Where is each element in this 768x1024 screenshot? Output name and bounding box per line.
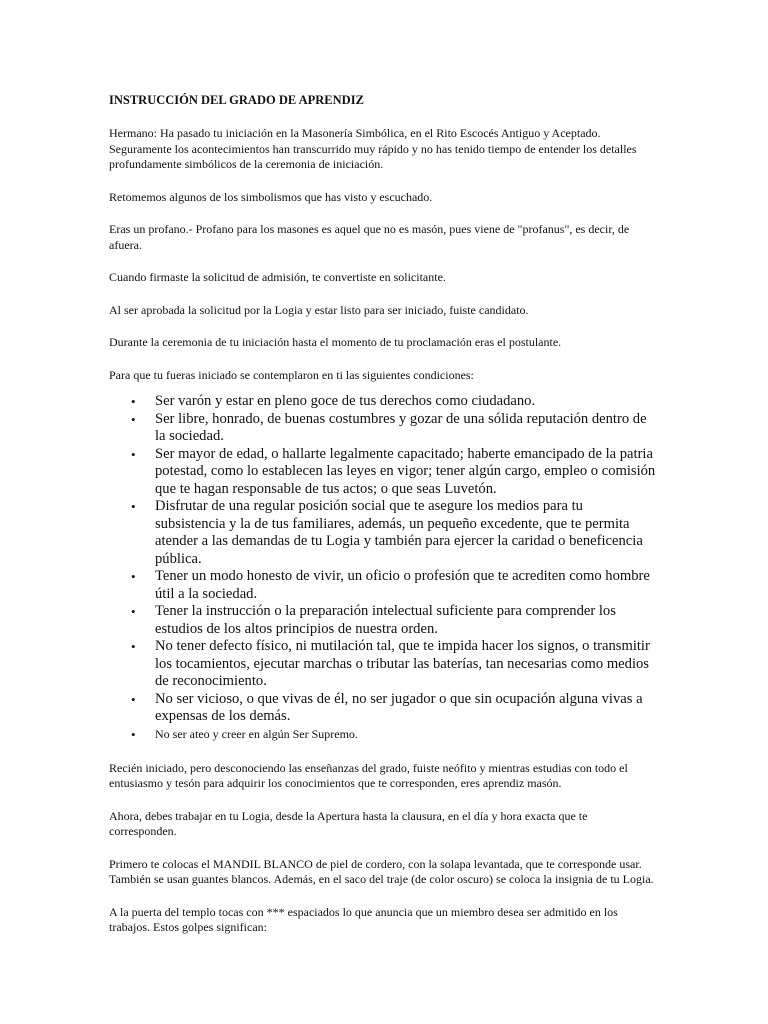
bullet-icon: • [131, 569, 136, 584]
paragraph-applicant: Cuando firmaste la solicitud de admisión, te convertiste en solicitante. [109, 270, 446, 284]
list-item [131, 638, 657, 691]
bullet-icon: • [131, 394, 136, 409]
paragraph-candidate: Al ser aprobada la solicitud por la Logia y estar listo para ser iniciado, fuiste candidato. [109, 302, 529, 317]
paragraph-conditions-intro: Para que tu fueras iniciado se contemplaron en ti las siguientes condiciones: [109, 367, 474, 382]
list-item-text: Tener la instrucción o la preparación intelectual suficiente para comprender los estudios de los altos principios de nuestra orden. [155, 603, 616, 637]
list-item-text: Ser mayor de edad, o hallarte legalmente capacitado; haberte emancipado de la patria potestad, como lo establecen las leyes en vigor; tener algún cargo, empleo o comisión que te hagan responsable de tus actos; o que seas Luvetón. [155, 445, 656, 497]
paragraph-work-in-lodge: Ahora, debes trabajar en tu Logia, desde la Apertura hasta la clausura, en el día y hora exacta que te corresponden. [109, 808, 588, 838]
bullet-icon: • [131, 411, 136, 427]
paragraph-temple-door: A la puerta del templo tocas con *** espaciados lo que anuncia que un miembro desea ser admitido en los trabajos. Estos golpes significan: [109, 904, 618, 934]
paragraph-postulant: Durante la ceremonia de tu iniciación hasta el momento de tu proclamación eras el postulante. [109, 335, 562, 349]
list-item-text: No tener defecto físico, ni mutilación tal, que te impida hacer los signos, o transmitir los tocamientos, ejecutar marchas o tributar las baterías, tan necesarias como medios de reconocimiento. [155, 638, 650, 689]
list-item-text: Disfrutar de una regular posición social que te asegure los medios para tu subsistencia y la de tus familiares, además, un pequeño excedente, que te permita atender a las demandas de tu Logia y también para ejercer la caridad o beneficencia pública. [155, 498, 643, 567]
list-item [131, 603, 657, 638]
bullet-icon: • [131, 604, 136, 619]
bullet-icon: • [131, 639, 136, 654]
list-item [131, 393, 657, 411]
paragraph-symbolism: Retomemos algunos de los simbolismos que has visto y escuchado. [109, 189, 433, 204]
document-page [109, 92, 657, 953]
conditions-list [109, 393, 657, 743]
list-item [131, 498, 657, 568]
list-item [131, 410, 657, 446]
bullet-icon: • [131, 446, 136, 462]
list-item-text: No ser ateo y creer en algún Ser Supremo. [155, 726, 358, 741]
list-item [131, 568, 657, 603]
list-item-text: No ser vicioso, o que vivas de él, no ser jugador o que sin ocupación alguna vivas a expensas de los demás. [155, 690, 643, 724]
list-item-text: Ser varón y estar en pleno goce de tus derechos como ciudadano. [155, 393, 536, 409]
paragraph-neophyte: Recién iniciado, pero desconociendo las enseñanzas del grado, fuiste neófito y mientras estudias con todo el entusiasmo y tesón para adquirir los conocimientos que te corresponden, eres aprendiz masón. [109, 760, 628, 790]
paragraph-white-apron: Primero te colocas el MANDIL BLANCO de piel de cordero, con la solapa levantada, que te corresponde usar. También se usan guantes blancos. Además, en el saco del traje (de color oscuro) se coloca la insignia de tu Logia. [109, 856, 654, 886]
bullet-icon: • [131, 499, 136, 514]
bullet-icon: • [131, 691, 136, 707]
list-item-text: Tener un modo honesto de vivir, un oficio o profesión que te acrediten como hombre útil a la sociedad. [155, 568, 650, 602]
paragraph-greeting: Hermano: Ha pasado tu iniciación en la Masonería Simbólica, en el Rito Escocés Antiguo y Aceptado. Seguramente los acontecimientos han transcurrido muy rápido y no has tenido tiempo de entender los detalles profundamente simbólicos de la ceremonia de iniciación. [109, 126, 637, 171]
document-title: INSTRUCCIÓN DEL GRADO DE APRENDIZ [109, 93, 364, 107]
list-item-text: Ser libre, honrado, de buenas costumbres y gozar de una sólida reputación dentro de la sociedad. [155, 410, 647, 444]
list-item [131, 445, 657, 499]
paragraph-profane: Eras un profano.- Profano para los masones es aquel que no es masón, pues viene de "profanus", es decir, de afuera. [109, 222, 630, 252]
list-item [131, 726, 657, 743]
bullet-icon: • [131, 726, 136, 742]
list-item [131, 690, 657, 726]
